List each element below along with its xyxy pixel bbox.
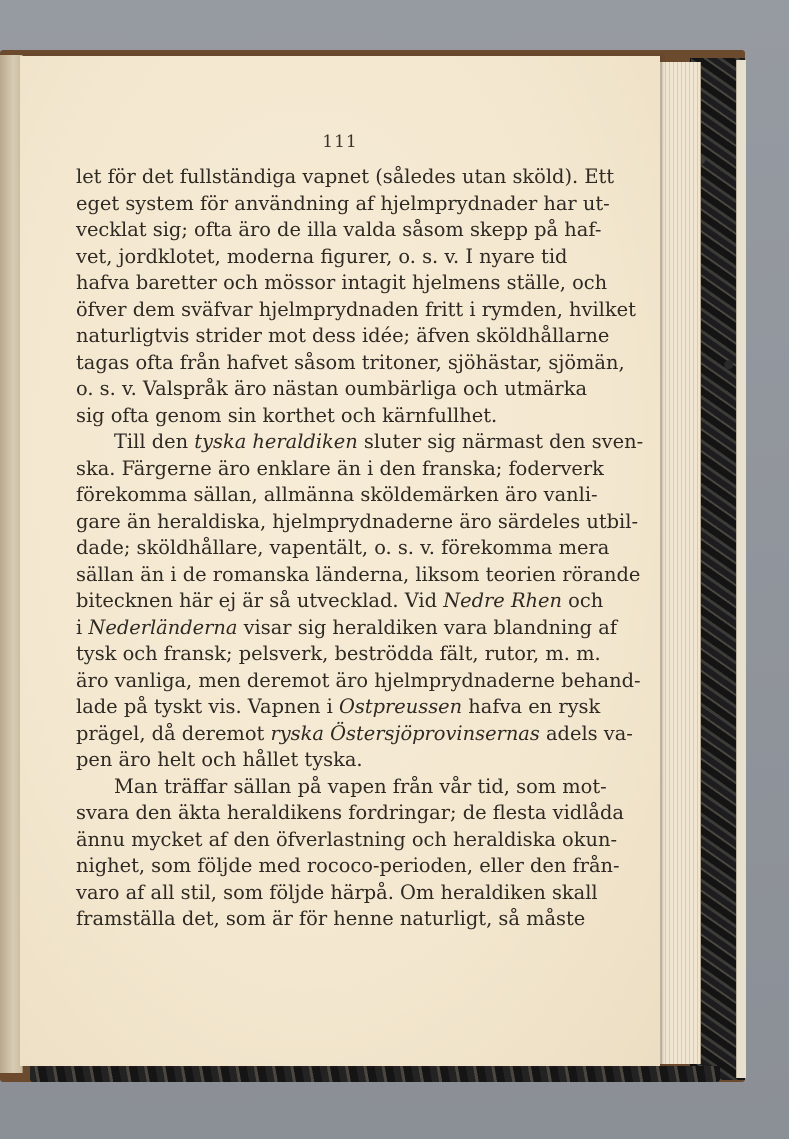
text-segment: och <box>562 589 604 612</box>
text-line: tagas ofta från hafvet såsom tritoner, sjöhästar, sjömän, <box>76 350 625 374</box>
text-line <box>76 694 601 721</box>
text-line: framställa det, som är för henne naturligt, så måste <box>76 907 586 930</box>
text-line: sig ofta genom sin korthet och kärnfullhet. <box>76 403 498 427</box>
text-line: dade; sköldhållare, vapentält, o. s. v. förekomma mera <box>76 536 610 559</box>
italic-term: Ostpreussen <box>338 695 463 718</box>
text-line: Man träffar sällan på vapen från vår tid, som mot- <box>114 774 607 798</box>
text-line: svara den äkta heraldikens fordringar; de flesta vidlåda <box>76 801 624 824</box>
text-segment: bitecknen här ej är så utvecklad. Vid <box>76 589 444 612</box>
text-line <box>76 615 617 642</box>
italic-term: Nederländerna <box>88 615 238 639</box>
text-line: gare än heraldiska, hjelmprydnaderne äro särdeles utbil- <box>76 509 639 533</box>
text-line: ännu mycket af den öfverlastning och heraldiska okun- <box>76 827 617 851</box>
italic-term: ryska Östersjöprovinsernas <box>270 721 540 745</box>
text-segment: adels va- <box>539 721 633 745</box>
text-line: pen äro helt och hållet tyska. <box>76 748 363 771</box>
text-line <box>76 429 644 456</box>
text-line: öfver dem sväfvar hjelmprydnaden fritt i rymden, hvilket <box>76 297 636 321</box>
text-segment: Till den <box>114 430 195 453</box>
text-line: sällan än i de romanska länderna, liksom teorien rörande <box>76 562 641 586</box>
text-line: förekomma sällan, allmänna sköldemärken äro vanli- <box>76 483 598 506</box>
body-text <box>76 164 644 933</box>
book-page <box>20 56 660 1066</box>
text-segment: visar sig heraldiken vara blandning af <box>237 615 617 639</box>
text-line: vecklat sig; ofta äro de illa valda såsom skepp på haf- <box>76 218 602 241</box>
text-line: äro vanliga, men deremot äro hjelmprydnaderne behand- <box>76 668 641 692</box>
text-line: eget system för användning af hjelmprydnader har ut- <box>76 191 610 215</box>
page-number: 111 <box>322 132 358 152</box>
text-line: o. s. v. Valspråk äro nästan oumbärliga och utmärka <box>76 377 588 400</box>
text-line: varo af all stil, som följde härpå. Om heraldiken skall <box>76 880 598 904</box>
text-line: naturligtvis strider mot dess idée; äfven sköldhållarne <box>76 324 610 347</box>
text-line: let för det fullständiga vapnet (således utan sköld). Ett <box>76 165 615 188</box>
text-line: hafva baretter och mössor intagit hjelmens ställe, och <box>76 271 608 294</box>
cover-binding-strip <box>736 60 746 1078</box>
text-segment: sluter sig närmast den sven- <box>357 430 644 453</box>
text-line: ska. Färgerne äro enklare än i den franska; foderverk <box>76 456 604 480</box>
text-segment: prägel, då deremot <box>76 721 271 745</box>
text-line: tysk och fransk; pelsverk, beströdda fält, rutor, m. m. <box>76 642 601 665</box>
text-line: nighet, som följde med rococo-perioden, eller den från- <box>76 854 620 877</box>
text-line <box>76 588 604 615</box>
text-segment: lade på tyskt vis. Vapnen i <box>76 695 339 718</box>
text-segment: hafva en rysk <box>462 695 601 718</box>
italic-term: tyska heraldiken <box>194 430 358 453</box>
marbled-cover-bottom <box>30 1066 720 1082</box>
text-line: vet, jordklotet, moderna figurer, o. s. v. I nyare tid <box>76 244 568 268</box>
text-line <box>76 721 633 748</box>
text-segment: i <box>76 615 89 639</box>
italic-term: Nedre Rhen <box>443 589 563 612</box>
